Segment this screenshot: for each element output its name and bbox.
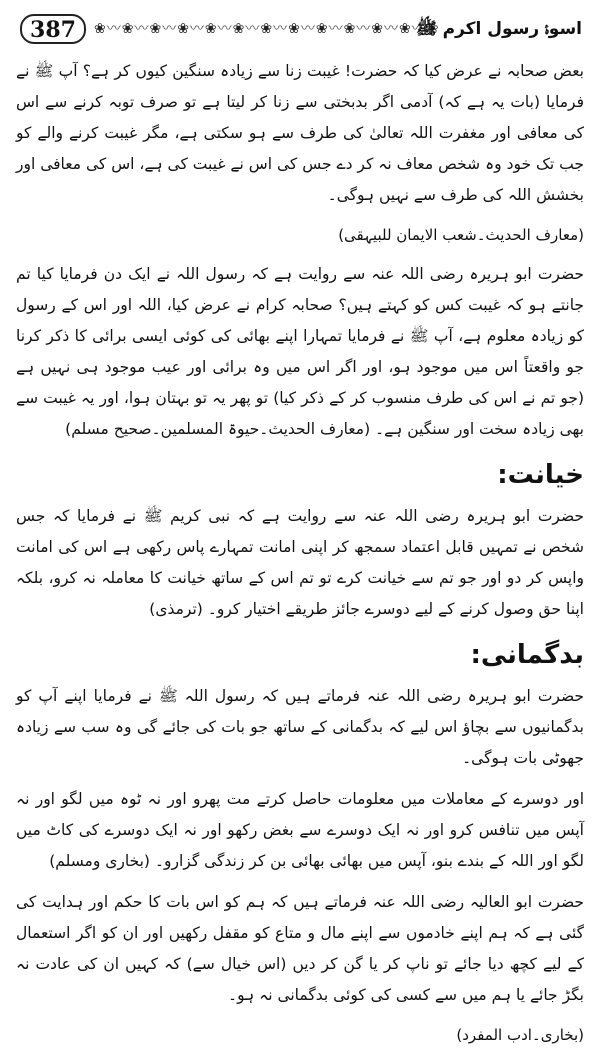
reference-citation: (معارف الحدیث۔شعب الایمان للبیہقی) [338, 226, 584, 244]
section-heading-khiyanat: خیانت: [497, 460, 584, 490]
paragraph-trust: حضرت ابو ہریرہ رضی اللہ عنہ سے روایت ہے کہ نبی کریم ﷺ نے فرمایا کہ جس شخص نے تمہیں قابل اعتماد سمجھ کر اپنی امانت تمہارے پاس رکھی ہے اس کی امانت واپس کر دو اور جو تم سے خیانت کرے تو تم اس کے ساتھ خیانت کا معاملہ نہ کرو، بلکہ اپنا حق وصول کرنے کے لیے دوسرے جائز طریقے اختیار کرو۔ (ترمذی) [16, 507, 584, 618]
header-ornament: ❀〰❀〰❀〰❀〰❀〰❀〰❀〰❀〰❀〰❀〰❀〰❀〰❀ [94, 21, 440, 37]
section-heading-badgumani: بدگمانی: [470, 640, 584, 670]
page-number: 387 [20, 14, 86, 44]
reference-citation-final: (بخاری۔ادب المفرد) [456, 1026, 584, 1044]
paragraph-backbiting-definition: حضرت ابو ہریرہ رضی اللہ عنہ سے روایت ہے کہ رسول اللہ نے ایک دن فرمایا کیا تم جانتے ہو کہ غیبت کس کو کہتے ہیں؟ صحابہ کرام نے عرض کیا، اللہ اور اس کے رسول کو زیادہ معلوم ہے، آپ ﷺ نے فرمایا تمہارا اپنے بھائی کی کوئی ایسی برائی کا ذکر کرنا جو واقعتاً اس میں موجود ہو، اور اگر اس میں وہ برائی اور عیب موجود ہی نہیں ہے (جو تم نے اس کی طرف منسوب کر کے ذکر کیا) تو پھر یہ تو بہتان ہوا، اور یہ غیبت سے بھی زیادہ سخت اور سنگین ہے۔ (معارف الحدیث۔حیوۃ المسلمین۔صحیح مسلم) [16, 265, 584, 438]
paragraph-suspicion: حضرت ابو ہریرہ رضی اللہ عنہ فرماتے ہیں کہ رسول اللہ ﷺ نے فرمایا اپنے آپ کو بدگمانیوں سے بچاؤ اس لیے کہ بدگمانی کے ساتھ جو بات کی جائے گی وہ سب سے زیادہ جھوٹی بات ہوگی۔ [16, 687, 584, 767]
paragraph-brotherhood: اور دوسرے کے معاملات میں معلومات حاصل کرتے مت پھرو اور نہ ٹوہ میں لگو اور نہ آپس میں تنافس کرو اور نہ ایک دوسرے سے بغض رکھو اور نہ ایک دوسرے کی کاٹ میں لگو اور اللہ کے بندے بنو، آپس میں بھائی بھائی بن کر زندگی گزارو۔ (بخاری ومسلم) [16, 790, 584, 870]
page-body [16, 56, 584, 1059]
running-title: اسوۂ رسول اکرم ﷺ [416, 19, 582, 39]
page-header [10, 14, 590, 44]
paragraph-servants: حضرت ابو العالیہ رضی اللہ عنہ فرماتے ہیں کہ ہم کو اس بات کا حکم اور ہدایت کی گئی ہے کہ ہم اپنے خادموں سے اپنے مال و متاع کو مقفل رکھیں اور ان کو اگر استعمال کے لیے کچھ دیا جائے تو ناپ کر یا گن کر دیں (اس خیال سے) کہ کہیں ان کی عادت نہ بگڑ جائے یا ہم میں سے کسی کی کوئی بدگمانی نہ ہو۔ [16, 893, 584, 1004]
paragraph-backbiting-severity: بعض صحابہ نے عرض کیا کہ حضرت! غیبت زنا سے زیادہ سنگین کیوں کر ہے؟ آپ ﷺ نے فرمایا (بات یہ ہے کہ) آدمی اگر بدبختی سے زنا کر لیتا ہے تو صرف توبہ کرنے سے اس کی معافی اور مغفرت اللہ تعالیٰ کی طرف سے ہو سکتی ہے، مگر غیبت کرنے والے کو جب تک خود وہ شخص معاف نہ کر دے جس کی اس نے غیبت کی ہے، اس کی معافی اور بخشش اللہ کی طرف سے نہیں ہوگی۔ [16, 62, 584, 204]
